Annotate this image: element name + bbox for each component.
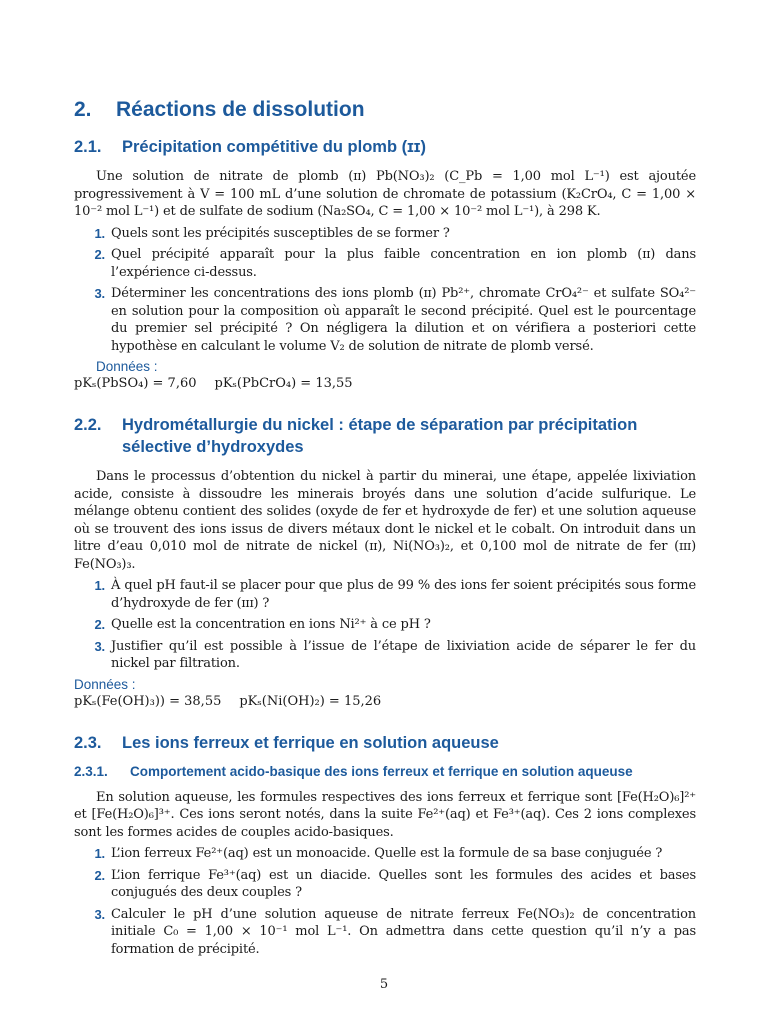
section-heading xyxy=(74,98,696,122)
question-item xyxy=(74,246,696,281)
question-number: 2. xyxy=(94,617,105,632)
subsubsection-heading xyxy=(74,764,696,779)
question-item xyxy=(74,867,696,902)
subsection-number: 2.2. xyxy=(74,416,102,434)
question-item xyxy=(74,906,696,959)
question-list xyxy=(74,225,696,356)
question-text: À quel pH faut-il se placer pour que plus de 99 % des ions fer soient précipités sous forme d’hydroxyde de fer (ɪɪɪ) ? xyxy=(111,578,696,611)
question-item xyxy=(74,616,696,634)
question-item xyxy=(74,285,696,355)
question-number: 1. xyxy=(94,578,105,593)
donnee-value: pKₛ(PbCrO₄) = 13,55 xyxy=(214,376,353,391)
donnees-values xyxy=(74,375,696,392)
question-number: 1. xyxy=(94,846,105,861)
question-item xyxy=(74,845,696,863)
donnees-values xyxy=(74,693,696,710)
section-number: 2. xyxy=(74,98,92,121)
donnee-value: pKₛ(Ni(OH)₂) = 15,26 xyxy=(239,693,382,709)
question-text: L’ion ferreux Fe²⁺(aq) est un monoacide. Quelle est la formule de sa base conjuguée ? xyxy=(111,846,663,861)
subsection-title: Les ions ferreux et ferrique en solution aqueuse xyxy=(122,733,499,752)
question-text: Justifier qu’il est possible à l’issue de l’étape de lixiviation acide de séparer le fer du nickel par filtration. xyxy=(111,638,696,671)
donnees-label: Données : xyxy=(74,676,136,692)
question-item xyxy=(74,577,696,612)
subsection-2-1 xyxy=(74,136,696,392)
intro-paragraph: Une solution de nitrate de plomb (ɪɪ) Pb(NO₃)₂ (C_Pb = 1,00 mol L⁻¹) est ajoutée progressivement à V = 100 mL d’une solution de chromate de potassium (K₂CrO₄, C = 1,00 × 10⁻² mol L⁻¹) et de sulfate de sodium (Na₂SO₄, C = 1,00 × 10⁻² mol L⁻¹), à 298 K. xyxy=(74,169,696,219)
subsection-title: Précipitation compétitive du plomb (ɪɪ) xyxy=(122,138,426,156)
question-text: Déterminer les concentrations des ions plomb (ɪɪ) Pb²⁺, chromate CrO₄²⁻ et sulfate SO₄²⁻ en solution pour la composition où apparaît le second précipité. Quel est le pourcentage du premier sel précipité ? On négligera la dilution et on vérifiera a posteriori cette hypothèse en calculant le volume V₂ de solution de nitrate de plomb versé. xyxy=(111,286,696,354)
subsection-heading xyxy=(74,732,696,754)
subsection-number: 2.3. xyxy=(74,733,102,752)
question-number: 3. xyxy=(94,906,105,922)
section-title: Réactions de dissolution xyxy=(116,98,365,121)
question-text: Quels sont les précipités susceptibles de se former ? xyxy=(111,225,450,241)
donnee-value: pKₛ(Fe(OH)₃)) = 38,55 xyxy=(74,693,222,709)
question-number: 2. xyxy=(94,867,105,883)
intro-paragraph: Dans le processus d’obtention du nickel à partir du minerai, une étape, appelée lixiviation acide, consiste à dissoudre les minerais broyés dans une solution d’acide sulfurique. Le mélange obtenu contient des solides (oxyde de fer et hydroxyde de fer) et une solution aqueuse où se trouvent des ions issus de divers métaux dont le nickel et le cobalt. On introduit dans un litre d’eau 0,010 mol de nitrate de nickel (ɪɪ), Ni(NO₃)₂, et 0,100 mol de nitrate de fer (ɪɪɪ) Fe(NO₃)₃. xyxy=(74,469,696,572)
subsection-title: Hydrométallurgie du nickel : étape de séparation par précipitation sélective d’hydroxydes xyxy=(122,416,638,456)
question-text: Calculer le pH d’une solution aqueuse de nitrate ferreux Fe(NO₃)₂ de concentration initiale C₀ = 1,00 × 10⁻¹ mol L⁻¹. On admettra dans cette question qu’il n’y a pas formation de précipité. xyxy=(111,906,696,957)
question-list xyxy=(74,577,696,673)
question-number: 3. xyxy=(94,638,105,654)
question-text: Quel précipité apparaît pour la plus faible concentration en ion plomb (ɪɪ) dans l’expérience ci-dessus. xyxy=(111,247,696,280)
subsection-2-2 xyxy=(74,414,696,710)
question-number: 3. xyxy=(94,286,105,301)
question-number: 1. xyxy=(94,225,105,241)
question-item xyxy=(74,638,696,673)
subsection-number: 2.1. xyxy=(74,138,102,156)
subsection-2-3 xyxy=(74,732,696,959)
donnee-value: pKₛ(PbSO₄) = 7,60 xyxy=(74,376,197,391)
subsubsection-title: Comportement acido-basique des ions ferreux et ferrique en solution aqueuse xyxy=(130,763,633,779)
donnees-label: Données : xyxy=(96,359,158,374)
page-number: 5 xyxy=(379,977,389,992)
page-content xyxy=(74,98,696,962)
intro-paragraph: En solution aqueuse, les formules respectives des ions ferreux et ferrique sont [Fe(H₂O)₆]²⁺ et [Fe(H₂O)₆]³⁺. Ces ions seront notés, dans la suite Fe²⁺(aq) et Fe³⁺(aq). Ces 2 ions complexes sont les formes acides de couples acido-basiques. xyxy=(74,789,696,840)
subsubsection-number: 2.3.1. xyxy=(74,763,108,779)
question-list xyxy=(74,845,696,958)
subsection-heading xyxy=(74,414,696,458)
question-text: Quelle est la concentration en ions Ni²⁺ à ce pH ? xyxy=(111,617,431,632)
question-item xyxy=(74,225,696,243)
question-number: 2. xyxy=(94,247,105,262)
question-text: L’ion ferrique Fe³⁺(aq) est un diacide. Quelles sont les formules des acides et bases conjugués des deux couples ? xyxy=(111,867,696,900)
subsection-heading xyxy=(74,136,696,158)
